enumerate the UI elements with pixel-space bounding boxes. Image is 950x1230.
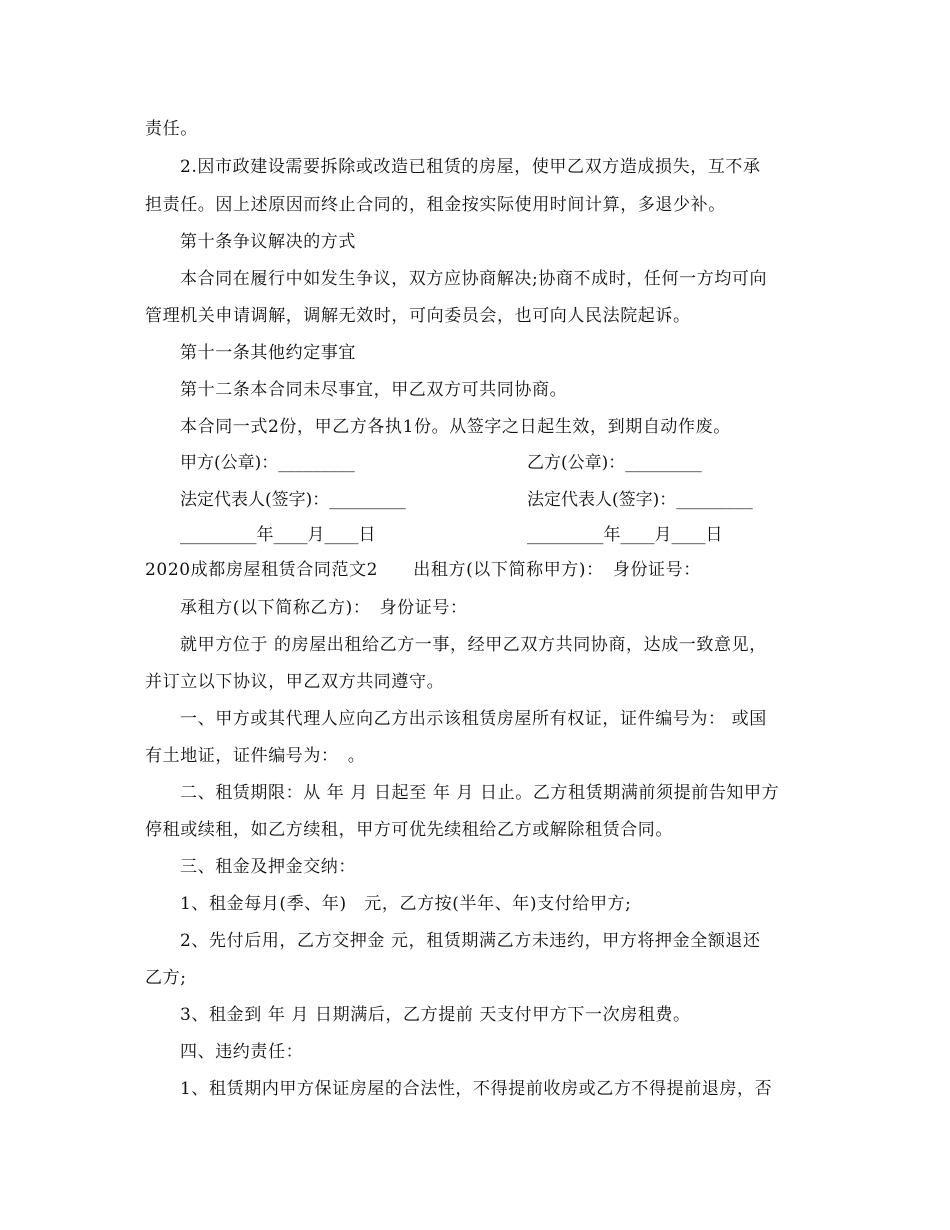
text-line: 第十二条本合同未尽事宜，甲乙双方可共同协商。: [180, 380, 568, 400]
text-line: 本合同一式2份，甲乙方各执1份。从签字之日起生效，到期自动作废。: [180, 417, 731, 437]
text-line: 停租或续租，如乙方续租，甲方可优先续租给乙方或解除租赁合同。: [145, 820, 673, 840]
text-line: 1、租赁期内甲方保证房屋的合法性，不得提前收房或乙方不得提前退房，否: [180, 1079, 773, 1099]
text-line: 有土地证，证件编号为： 。: [145, 746, 366, 766]
text-line: 管理机关申请调解，调解无效时，可向委员会，也可向人民法院起诉。: [145, 306, 691, 326]
party-b-date-field: _________年____月____日: [527, 525, 723, 545]
text-line: 一、甲方或其代理人应向乙方出示该租赁房屋所有权证，证件编号为： 或国: [180, 709, 767, 729]
text-line: 二、租赁期限：从 年 月 日起至 年 月 日止。乙方租赁期满前须提前告知甲方: [180, 783, 780, 803]
text-line: 1、租金每月(季、年) 元，乙方按(半年、年)支付给甲方;: [180, 894, 632, 914]
text-line: 本合同在履行中如发生争议，双方应协商解决;协商不成时，任何一方均可向: [180, 269, 768, 289]
party-b-seal-field: 乙方(公章)：_________: [527, 453, 702, 473]
section-heading: 第十一条其他约定事宜: [180, 343, 356, 363]
section-heading: 第十条争议解决的方式: [180, 232, 356, 252]
text-line: 责任。: [145, 119, 198, 139]
second-contract-title: 2020成都房屋租赁合同范文2 出租方(以下简称甲方)： 身份证号：: [145, 560, 701, 580]
text-line: 3、租金到 年 月 日期满后，乙方提前 天支付甲方下一次房租费。: [180, 1005, 691, 1025]
text-line: 担责任。因上述原因而终止合同的，租金按实际使用时间计算，多退少补。: [145, 195, 726, 215]
text-line: 2.因市政建设需要拆除或改造已租赁的房屋，使甲乙双方造成损失，互不承: [180, 157, 761, 177]
party-a-date-field: _________年____月____日: [180, 525, 376, 545]
text-line: 并订立以下协议，甲乙双方共同遵守。: [145, 672, 445, 692]
party-a-representative-field: 法定代表人(签字)：_________: [180, 490, 406, 510]
section-heading: 四、违约责任：: [180, 1042, 304, 1062]
text-line: 承租方(以下简称乙方)： 身份证号：: [180, 598, 468, 618]
text-line: 2、先付后用，乙方交押金 元，租赁期满乙方未违约，甲方将押金全额退还: [180, 931, 761, 951]
section-heading: 三、租金及押金交纳：: [180, 857, 356, 877]
text-line: 就甲方位于 的房屋出租给乙方一事，经甲乙双方共同协商，达成一致意见，: [180, 635, 767, 655]
party-b-representative-field: 法定代表人(签字)：_________: [527, 490, 753, 510]
text-line: 乙方;: [145, 968, 187, 988]
party-a-seal-field: 甲方(公章)：_________: [180, 453, 355, 473]
